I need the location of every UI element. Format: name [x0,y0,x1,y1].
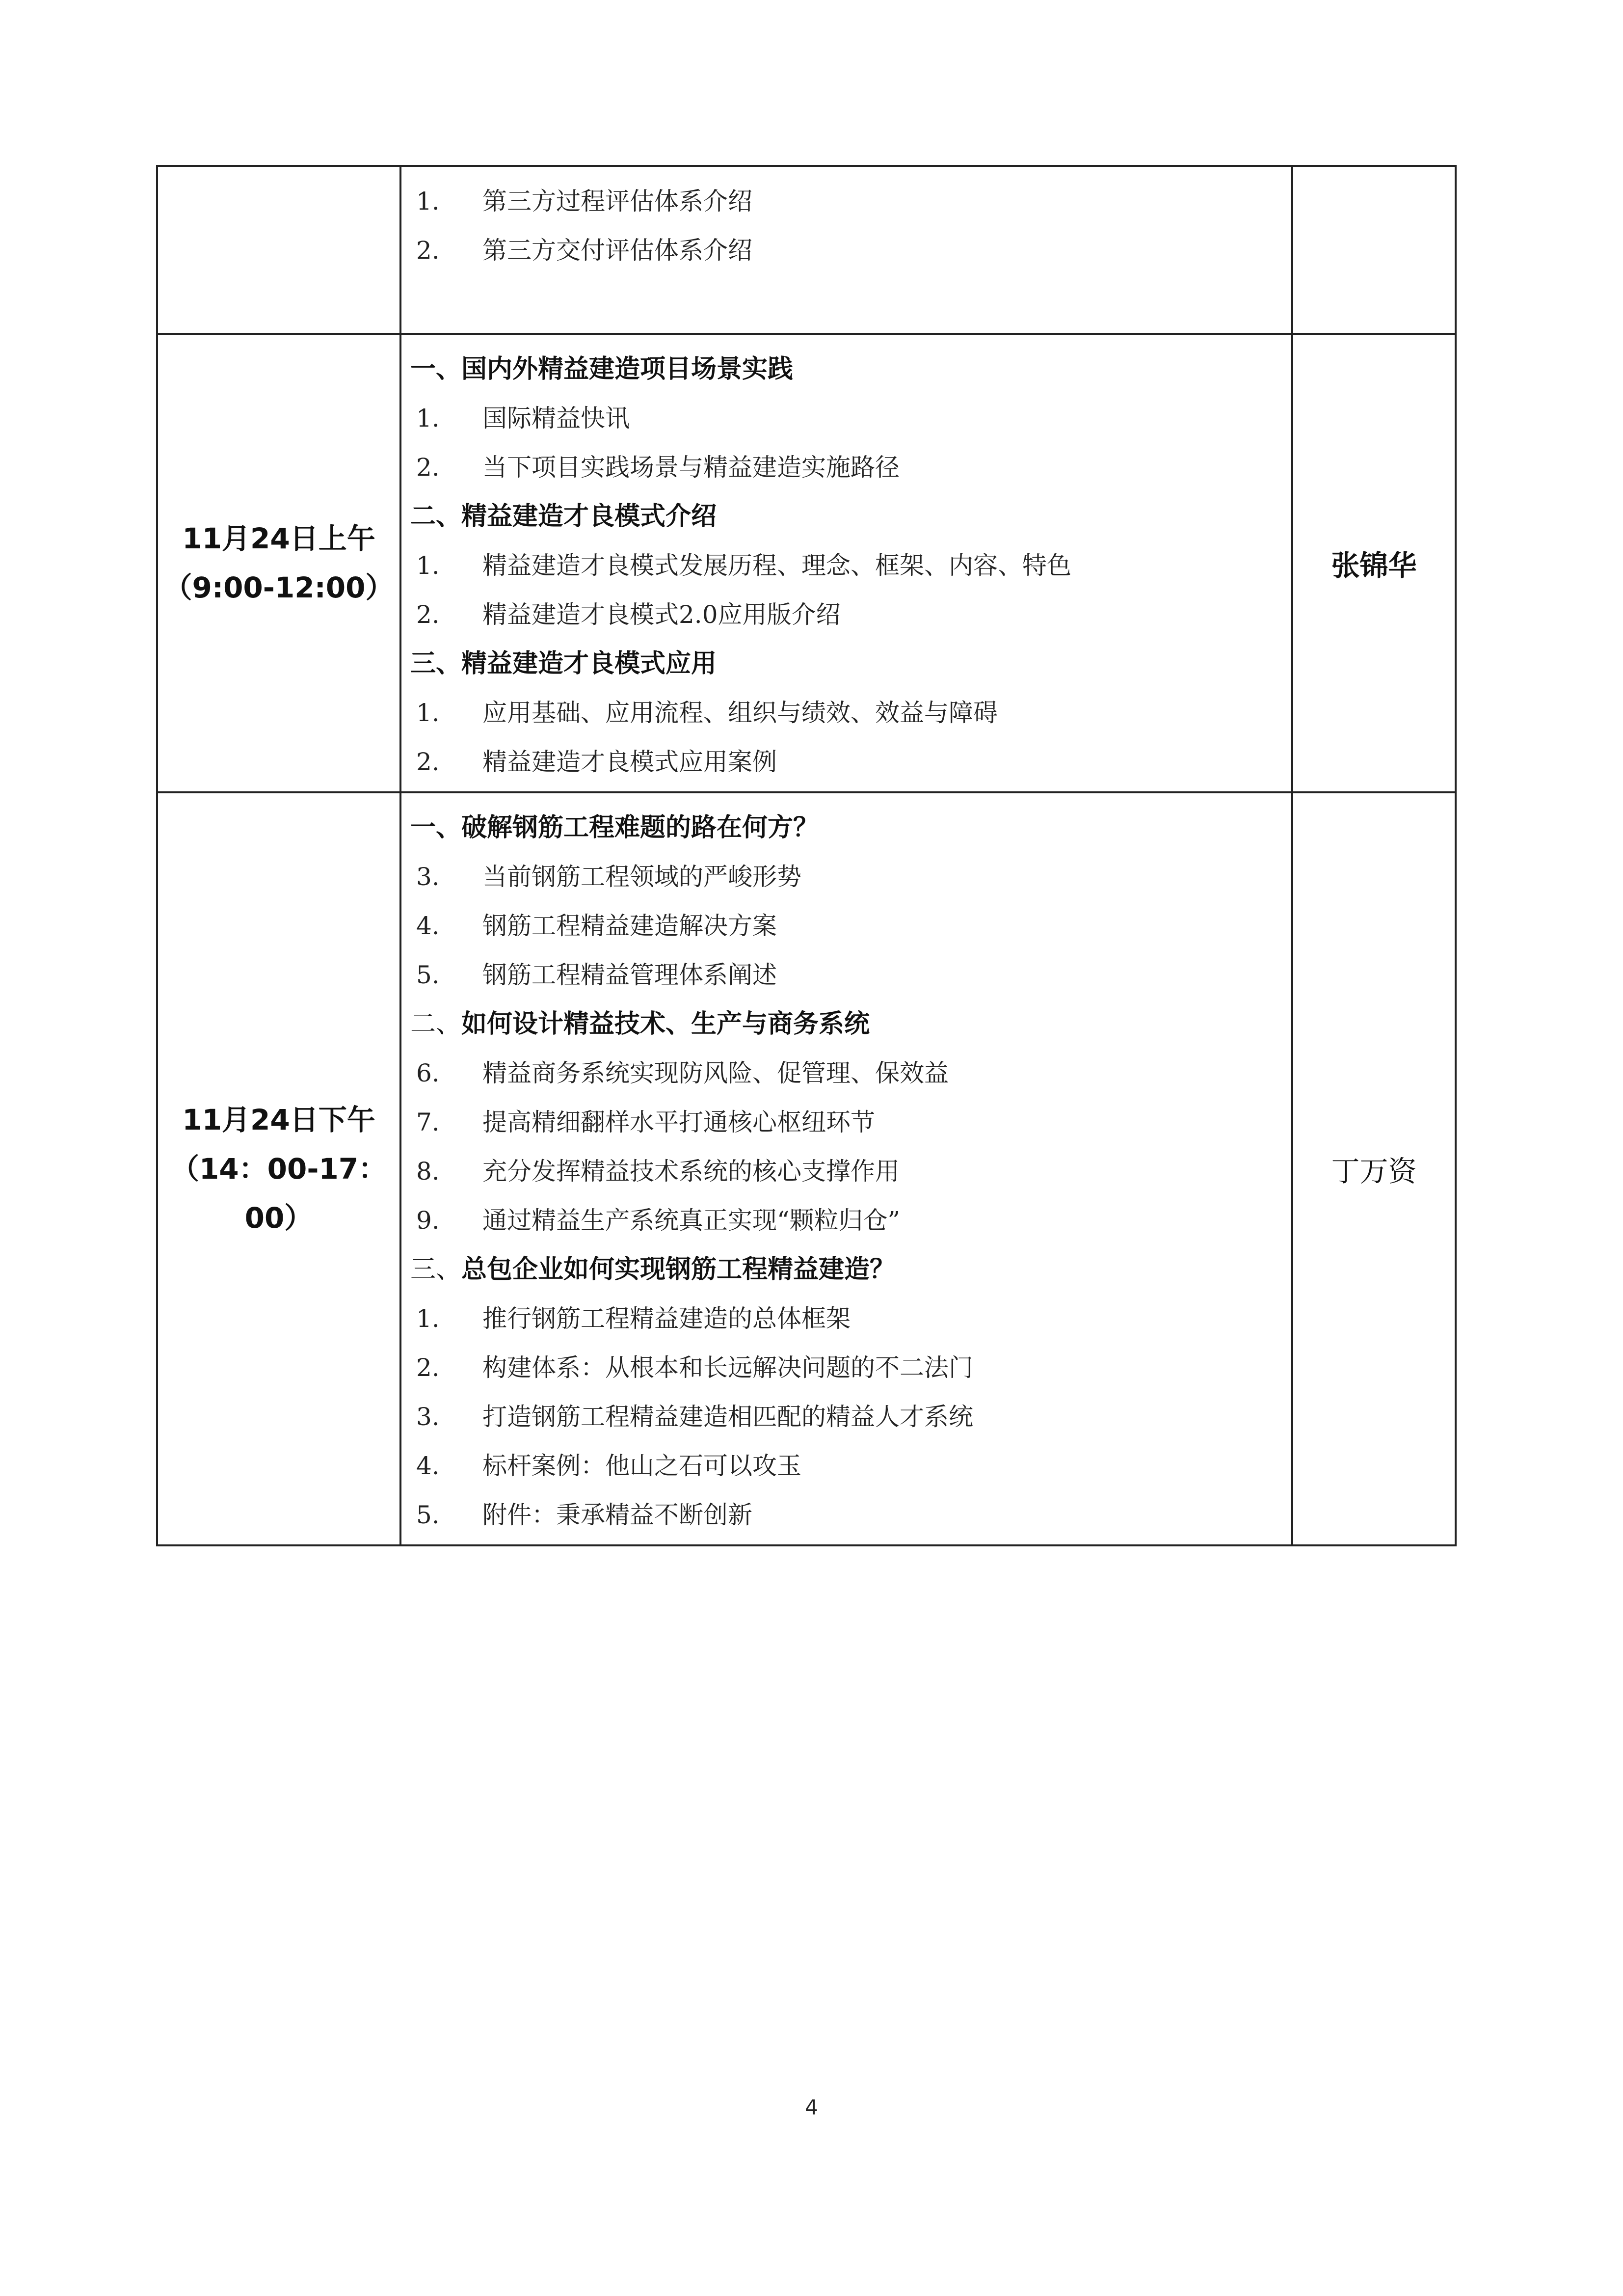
schedule-row [157,166,1456,334]
session-date: 11月24日下午 [182,1103,375,1136]
list-item: 9. 通过精益生产系统真正实现“颗粒归仓” [416,1206,901,1235]
list-item: 6. 精益商务系统实现防风险、促管理、保效益 [416,1059,949,1087]
time-cell [157,792,400,1545]
list-item: 4. 钢筋工程精益建造解决方案 [416,912,777,940]
list-item: 2. 精益建造才良模式2.0应用版介绍 [416,600,841,629]
content-cell [400,166,1292,334]
list-item: 2. 构建体系：从根本和长远解决问题的不二法门 [416,1353,973,1382]
list-item: 1. 精益建造才良模式发展历程、理念、框架、内容、特色 [416,551,1071,580]
list-item: 1. 应用基础、应用流程、组织与绩效、效益与障碍 [416,699,998,727]
list-item: 2. 第三方交付评估体系介绍 [416,236,752,265]
section-heading: 一、破解钢筋工程难题的路在何方？ [410,813,819,842]
speaker-cell [1292,166,1456,334]
list-item: 2. 当下项目实践场景与精益建造实施路径 [416,453,900,482]
speaker-name: 张锦华 [1331,549,1417,582]
list-item: 8. 充分发挥精益技术系统的核心支撑作用 [416,1157,900,1186]
list-item: 2. 精益建造才良模式应用案例 [416,748,777,776]
list-item: 3. 当前钢筋工程领域的严峻形势 [416,863,801,891]
section-heading: 一、国内外精益建造项目场景实践 [410,354,794,384]
session-date: 11月24日上午 [182,522,375,555]
list-item: 4. 标杆案例：他山之石可以攻玉 [416,1452,801,1480]
section-heading: 二、精益建造才良模式介绍 [410,502,717,531]
schedule-table [156,165,1457,1546]
list-item: 3. 打造钢筋工程精益建造相匹配的精益人才系统 [416,1403,973,1431]
time-cell [157,166,400,334]
list-item: 1. 第三方过程评估体系介绍 [416,187,752,216]
section-heading: 三、总包企业如何实现钢筋工程精益建造？ [410,1255,896,1284]
list-item: 7. 提高精细翻样水平打通核心枢纽环节 [416,1108,875,1136]
list-item: 1. 推行钢筋工程精益建造的总体框架 [416,1304,851,1333]
speaker-cell [1292,792,1456,1545]
list-item: 1. 国际精益快讯 [416,404,630,432]
section-heading: 二、如何设计精益技术、生产与商务系统 [410,1009,870,1039]
speaker-name: 丁万资 [1331,1155,1417,1188]
time-cell [157,334,400,792]
list-item: 5. 钢筋工程精益管理体系阐述 [416,961,777,989]
session-hours: （14：00-17： [170,1152,387,1186]
section-heading: 三、精益建造才良模式应用 [410,649,717,678]
schedule-row [157,792,1456,1545]
session-hours: （9:00-12:00） [163,571,394,604]
speaker-cell [1292,334,1456,792]
schedule-row [157,334,1456,792]
list-item: 5. 附件：秉承精益不断创新 [416,1501,752,1529]
content-cell [400,792,1292,1545]
session-hours-continued: 00） [244,1201,313,1235]
page-number: 4 [805,2095,818,2119]
content-cell [400,334,1292,792]
